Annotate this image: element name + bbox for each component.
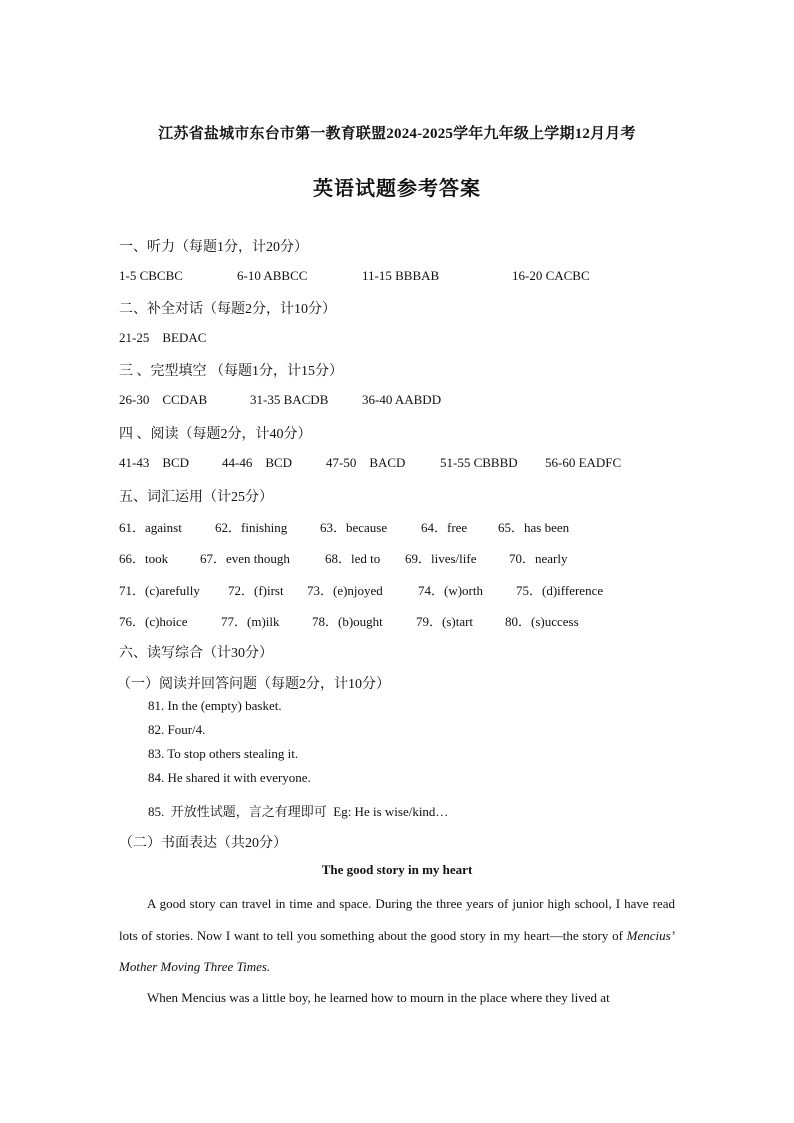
vocab-answer: 62．finishing [215,520,288,535]
answer-group: 16-20 CACBC [512,268,590,283]
question-answer: 83. To stop others stealing it. [148,746,299,761]
vocab-answer: 61．against [119,520,182,535]
answer-group: 26-30 CCDAB [119,392,208,407]
subsection-heading-questions: （一）阅读并回答问题（每题2分，计10分） [117,677,390,692]
section-heading-cloze: 三 、完型填空 （每题1分，计15分） [119,364,343,379]
answer-group: 1-5 CBCBC [119,268,183,283]
question-answer: 81. In the (empty) basket. [148,698,282,713]
answer-group: 44-46 BCD [222,455,293,470]
section-heading-reading: 四 、阅读（每题2分，计40分） [119,427,312,442]
section-heading-vocabulary: 五、词汇运用（计25分） [119,490,273,505]
vocab-answer: 80．(s)uccess [505,614,579,629]
essay-paragraph-1 [119,888,675,983]
subsection-heading-writing: （二）书面表达（共20分） [119,836,287,851]
vocab-answer: 74．(w)orth [418,583,483,598]
answer-group: 6-10 ABBCC [237,268,308,283]
section-heading-reading-writing: 六、读写综合（计30分） [119,646,273,661]
vocab-answer: 66．took [119,551,169,566]
vocab-answer: 75．(d)ifference [516,583,604,598]
answer-group: 21-25 BEDAC [119,330,207,345]
answer-group: 56-60 EADFC [545,455,622,470]
question-answer: 84. He shared it with everyone. [148,770,311,785]
answer-group: 36-40 AABDD [362,392,442,407]
section-heading-listening: 一、听力（每题1分，计20分） [119,240,308,255]
vocab-answer: 76．(c)hoice [119,614,188,629]
vocab-answer: 78．(b)ought [312,614,383,629]
vocab-answer: 65．has been [498,520,570,535]
answer-group: 47-50 BACD [326,455,406,470]
vocab-answer: 77．(m)ilk [221,614,280,629]
question-answer: 85. 开放性试题，言之有理即可 Eg: He is wise/kind… [148,804,449,819]
answer-group: 11-15 BBBAB [362,268,440,283]
vocab-answer: 69．lives/life [405,551,477,566]
vocab-answer: 72．(f)irst [228,583,284,598]
vocab-answer: 63．because [320,520,388,535]
vocab-answer: 73．(e)njoyed [307,583,383,598]
answer-group: 51-55 CBBBD [440,455,518,470]
essay-title: The good story in my heart [321,862,473,877]
answer-group: 41-43 BCD [119,455,190,470]
essay-story-title: Mencius’ Mother Moving Three Times. [119,927,675,974]
document-subtitle: 英语试题参考答案 [313,178,481,200]
essay-paragraph-1-text: A good story can travel in time and space. During the three years of junior high school, I have read lots of stories. Now I want to tell you something about the good story in my heart—the story of [119,896,675,943]
document-title: 江苏省盐城市东台市第一教育联盟2024-2025学年九年级上学期12月月考 [158,126,636,142]
vocab-answer: 64．free [421,520,468,535]
section-heading-dialogue: 二、补全对话（每题2分，计10分） [119,302,336,317]
vocab-answer: 71．(c)arefully [119,583,200,598]
essay-paragraph-2: When Mencius was a little boy, he learned how to mourn in the place where they lived at [147,990,610,1005]
vocab-answer: 70．nearly [509,551,568,566]
question-answer: 82. Four/4. [148,722,206,737]
vocab-answer: 79．(s)tart [416,614,474,629]
answer-group: 31-35 BACDB [250,392,329,407]
vocab-answer: 67．even though [200,551,290,566]
vocab-answer: 68．led to [325,551,381,566]
